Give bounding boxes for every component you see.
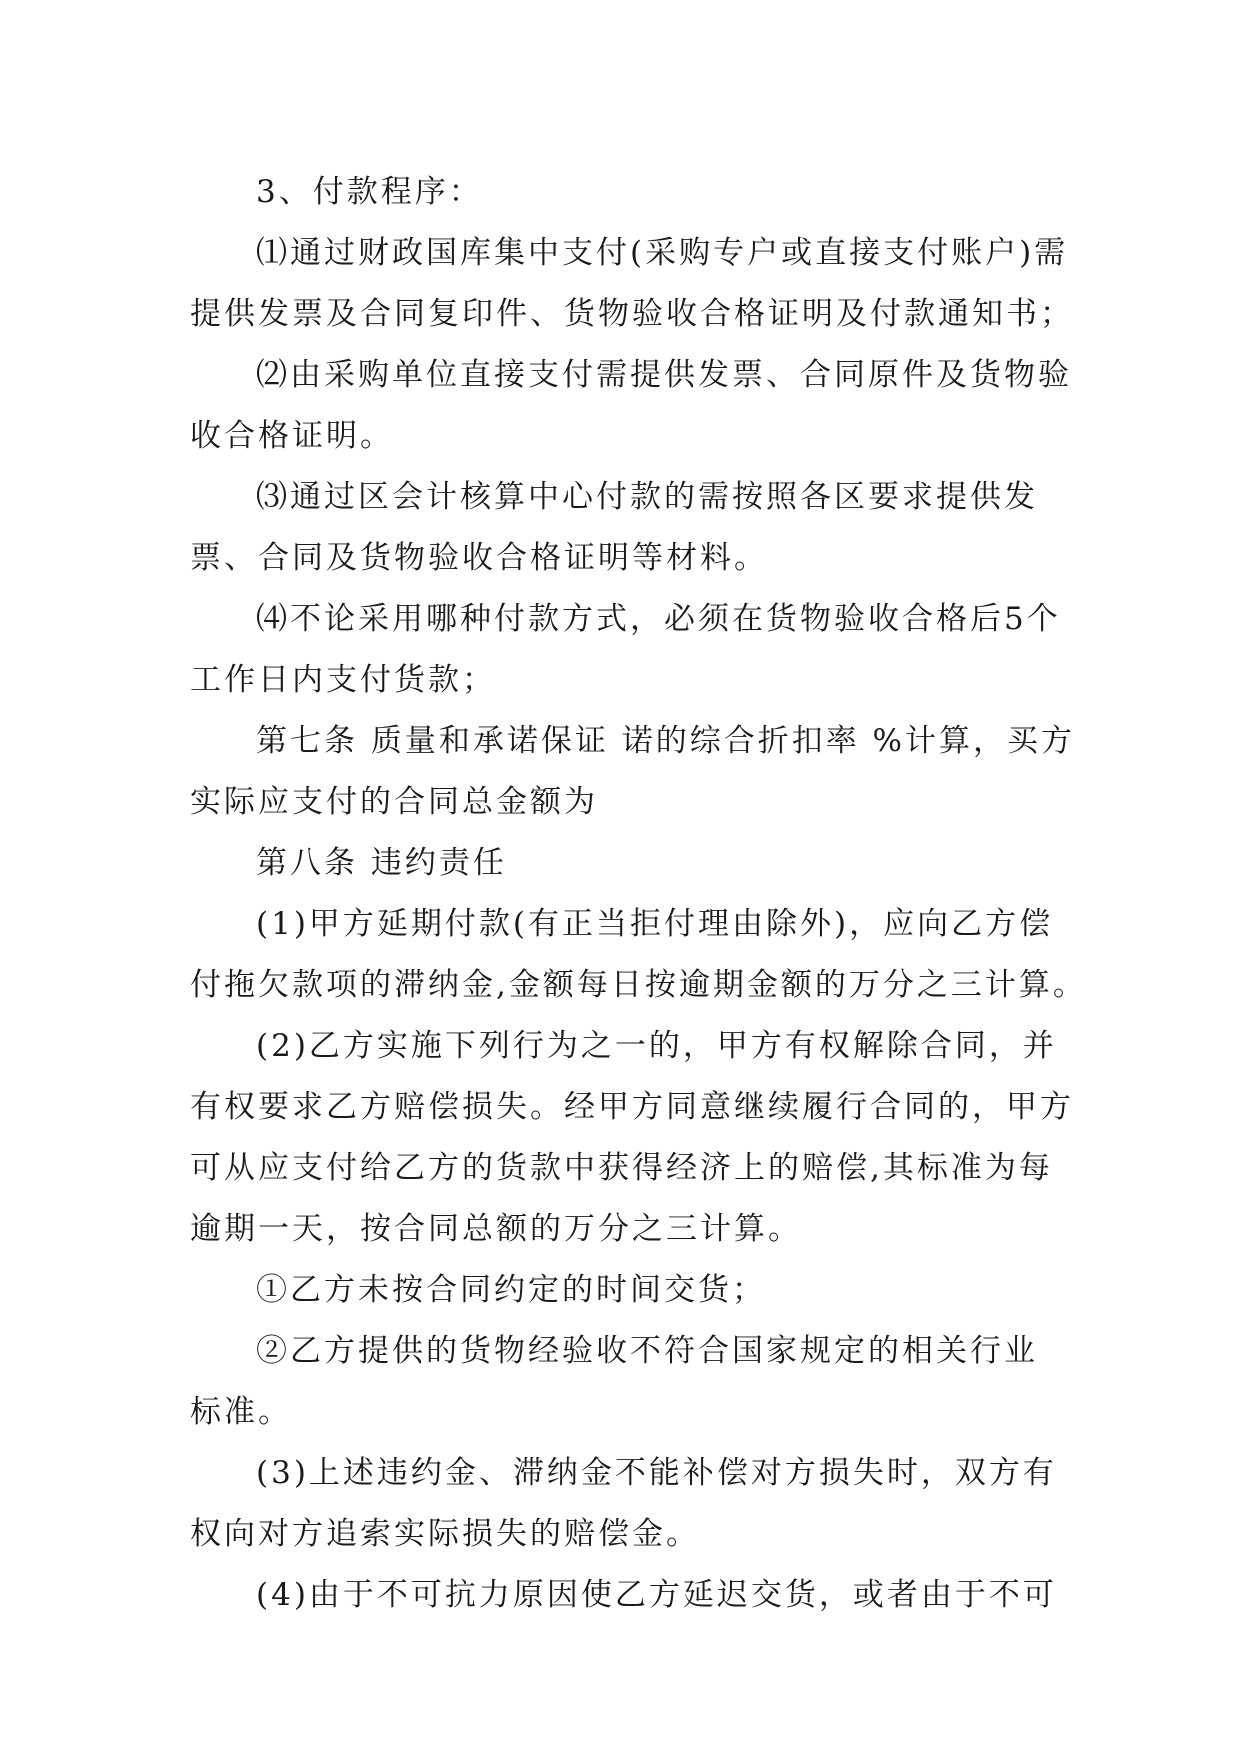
text-line: ⑴通过财政国库集中支付(采购专户或直接支付账户)需 (256, 235, 1069, 271)
text-line: 工作日内支付货款； (190, 662, 496, 698)
paragraph-breach-item-2 (190, 1016, 1074, 1260)
paragraph-breach-item-4 (190, 1565, 1057, 1626)
paragraph-article-8-heading (190, 833, 1050, 894)
paragraph-breach-subitem-2 (190, 1321, 1050, 1443)
text-line: (1)甲方延期付款(有正当拒付理由除外)，应向乙方偿 (256, 906, 1054, 942)
paragraph-breach-item-3 (190, 1443, 1057, 1565)
text-line: 收合格证明。 (190, 418, 394, 454)
text-line: (4)由于不可抗力原因使乙方延迟交货，或者由于不可 (256, 1577, 1057, 1613)
paragraph-breach-item-1 (190, 894, 1087, 1016)
text-line: 3、付款程序： (256, 174, 483, 210)
text-line: 第七条 质量和承诺保证 诺的综合折扣率 %计算，买方 (256, 723, 1076, 759)
text-line: 逾期一天，按合同总额的万分之三计算。 (190, 1211, 802, 1247)
paragraph-payment-item-4 (190, 589, 1061, 711)
text-line: 实际应支付的合同总金额为 (190, 784, 598, 820)
text-line: ⑶通过区会计核算中心付款的需按照各区要求提供发 (256, 479, 1038, 515)
text-line: 票、合同及货物验收合格证明等材料。 (190, 540, 768, 576)
text-line: (2)乙方实施下列行为之一的，甲方有权解除合同，并 (256, 1028, 1057, 1064)
paragraph-breach-subitem-1 (190, 1260, 1050, 1321)
text-line: ②乙方提供的货物经验收不符合国家规定的相关行业 (256, 1333, 1038, 1369)
text-line: 付拖欠款项的滞纳金,金额每日按逾期金额的万分之三计算。 (190, 967, 1087, 1003)
paragraph-article-7 (190, 711, 1076, 833)
text-line: 有权要求乙方赔偿损失。经甲方同意继续履行合同的，甲方 (190, 1089, 1074, 1125)
text-line: ①乙方未按合同约定的时间交货； (256, 1272, 766, 1308)
paragraph-payment-item-2 (190, 345, 1072, 467)
text-line: 第八条 违约责任 (256, 845, 507, 881)
text-line: 权向对方追索实际损失的赔偿金。 (190, 1516, 700, 1552)
text-line: ⑷不论采用哪种付款方式，必须在货物验收合格后5个 (256, 601, 1061, 637)
text-line: ⑵由采购单位直接支付需提供发票、合同原件及货物验 (256, 357, 1072, 393)
document-body (190, 162, 1087, 1626)
paragraph-payment-procedure (190, 162, 1050, 223)
text-line: 可从应支付给乙方的货款中获得经济上的赔偿,其标准为每 (190, 1150, 1053, 1186)
paragraph-payment-item-3 (190, 467, 1050, 589)
text-line: (3)上述违约金、滞纳金不能补偿对方损失时，双方有 (256, 1455, 1057, 1491)
text-line: 标准。 (190, 1394, 292, 1430)
paragraph-payment-item-1 (190, 223, 1074, 345)
text-line: 提供发票及合同复印件、货物验收合格证明及付款通知书； (190, 296, 1074, 332)
